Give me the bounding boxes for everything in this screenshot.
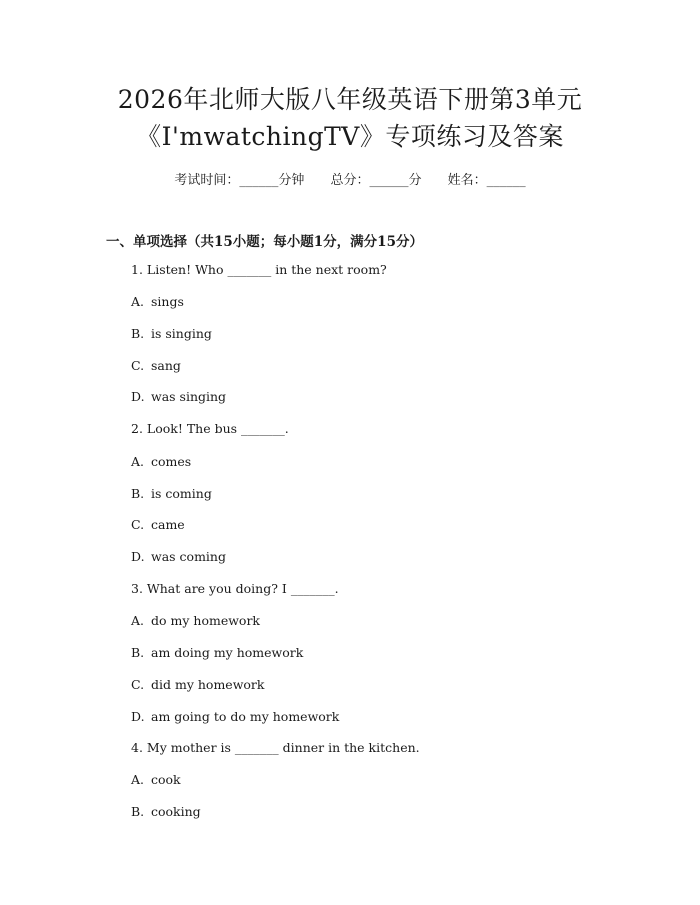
document-title-line-1: 2026年北师大版八年级英语下册第3单元 — [117, 85, 583, 114]
option-text: is coming — [151, 486, 212, 501]
option-text: comes — [151, 454, 192, 469]
answer-option — [131, 486, 212, 501]
question-stem: 3. What are you doing? I _______. — [131, 581, 339, 596]
exam-time-field: 考试时间：______分钟 — [174, 173, 305, 188]
option-letter: A. — [131, 772, 145, 787]
answer-option — [131, 454, 191, 469]
option-letter: A. — [131, 294, 145, 309]
answer-option — [131, 645, 303, 660]
student-name-field: 姓名：______ — [447, 173, 526, 188]
answer-option — [131, 294, 184, 309]
option-text: came — [151, 517, 185, 532]
option-letter: B. — [131, 645, 145, 660]
question-stem: 2. Look! The bus _______. — [131, 421, 289, 436]
option-text: am doing my homework — [151, 645, 304, 660]
answer-option — [131, 549, 226, 564]
option-text: was coming — [151, 549, 226, 564]
option-text: is singing — [151, 326, 212, 341]
option-text: was singing — [151, 389, 227, 404]
option-letter: B. — [131, 486, 145, 501]
option-letter: D. — [131, 549, 145, 564]
answer-option — [131, 517, 185, 532]
option-letter: A. — [131, 613, 145, 628]
option-letter: D. — [131, 709, 145, 724]
answer-option — [131, 326, 212, 341]
option-text: am going to do my homework — [151, 709, 340, 724]
option-text: sang — [151, 358, 181, 373]
answer-option — [131, 677, 264, 692]
document-title-line-2: 《I'mwatchingTV》专项练习及答案 — [136, 122, 564, 151]
question-stem: 1. Listen! Who _______ in the next room? — [131, 262, 387, 277]
section-heading: 一、单项选择（共15小题；每小题1分，满分15分） — [106, 234, 423, 250]
option-letter: A. — [131, 454, 145, 469]
question-stem: 4. My mother is _______ dinner in the kitchen. — [131, 740, 420, 755]
answer-option — [131, 772, 181, 787]
option-letter: C. — [131, 517, 145, 532]
option-text: sings — [151, 294, 184, 309]
exam-meta — [0, 169, 700, 188]
option-text: do my homework — [151, 613, 260, 628]
option-text: cooking — [151, 804, 201, 819]
answer-option — [131, 358, 181, 373]
option-text: did my homework — [151, 677, 265, 692]
answer-option — [131, 389, 226, 404]
option-text: cook — [151, 772, 181, 787]
answer-option — [131, 804, 201, 819]
answer-option — [131, 613, 260, 628]
total-score-field: 总分：______分 — [330, 173, 422, 188]
answer-option — [131, 709, 339, 724]
option-letter: C. — [131, 677, 145, 692]
option-letter: D. — [131, 389, 145, 404]
option-letter: B. — [131, 326, 145, 341]
option-letter: C. — [131, 358, 145, 373]
option-letter: B. — [131, 804, 145, 819]
